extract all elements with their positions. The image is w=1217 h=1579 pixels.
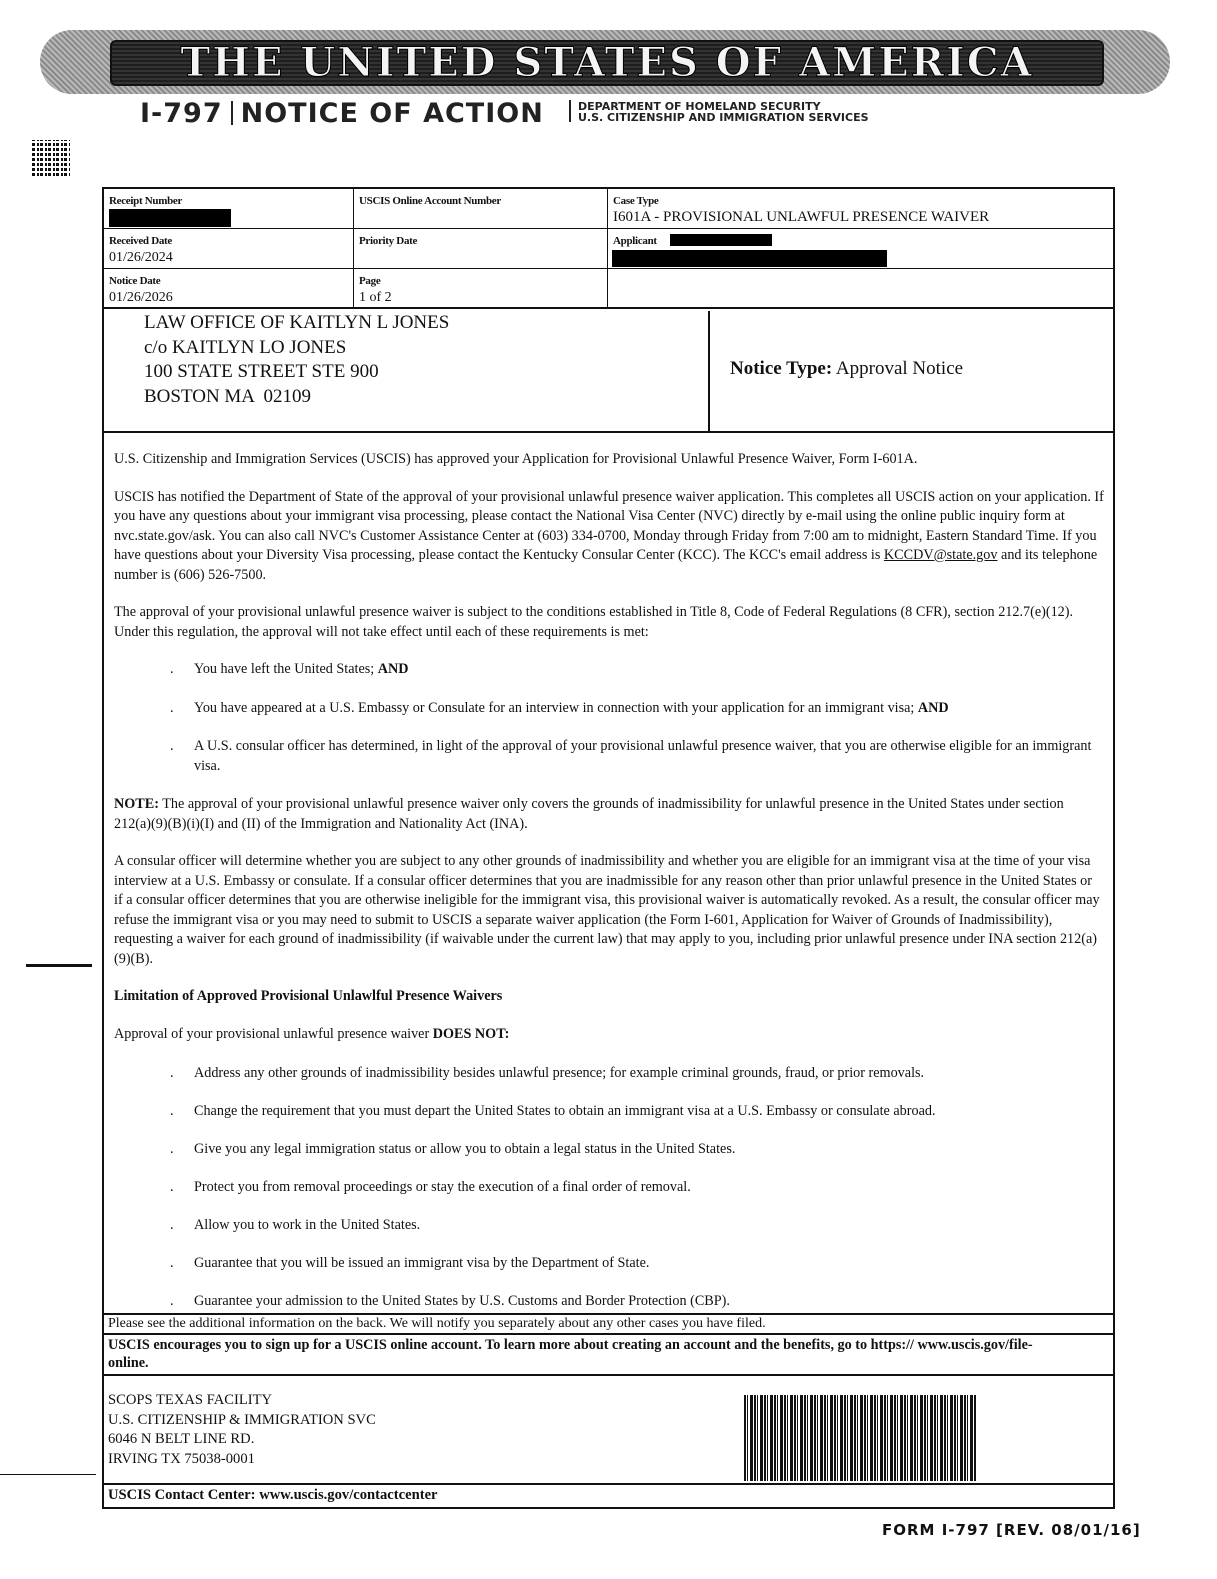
office-line-3: 6046 N BELT LINE RD. — [108, 1431, 255, 1447]
limit-item — [114, 1140, 1104, 1160]
margin-mark — [26, 964, 92, 967]
page-label: Page — [359, 275, 381, 287]
footer-rule — [104, 1333, 1113, 1335]
bullet-dot: . — [170, 1103, 174, 1119]
priority-date-label: Priority Date — [359, 235, 418, 247]
applicant-cell — [608, 229, 1113, 269]
case-type-value: I601A - PROVISIONAL UNLAWFUL PRESENCE WAIVER — [613, 209, 990, 225]
case-type-label: Case Type — [613, 195, 659, 207]
requirement-text: A U.S. consular officer has determined, in light of the approval of your provisional unlawful presence waiver, that you are otherwise eligible for an immigrant visa. — [194, 738, 1092, 774]
page-cell — [354, 269, 608, 309]
note-text: The approval of your provisional unlawful presence waiver only covers the grounds of inadmissibility for unlawful presence in the United States under section 212(a)(9)(B)(i)(I) and (II) of the Immigration and Nationality Act (INA). — [114, 796, 1064, 832]
dept-separator — [569, 100, 571, 122]
limitation-heading-text: Limitation of Approved Provisional Unlawlful Presence Waivers — [114, 988, 503, 1004]
address-line-1: LAW OFFICE OF KAITLYN L JONES — [144, 312, 450, 333]
receipt-number-cell — [104, 189, 354, 229]
bullet-dot: . — [170, 699, 174, 716]
address-line-4: BOSTON MA 02109 — [144, 385, 311, 407]
notice-body — [114, 450, 1104, 1330]
office-line-4: IRVING TX 75038-0001 — [108, 1450, 255, 1467]
redacted-receipt-number — [109, 209, 231, 227]
account-number-cell — [354, 189, 608, 229]
bullet-dot: . — [170, 1255, 174, 1271]
bullet-dot: . — [170, 738, 174, 754]
requirement-text: You have appeared at a U.S. Embassy or Consulate for an interview in connection with your application for an immigrant visa; — [194, 699, 918, 716]
paragraph-note — [114, 795, 1104, 834]
notice-type-label: Notice Type: — [730, 358, 833, 379]
note-label: NOTE: — [114, 796, 159, 812]
does-not-intro-text: Approval of your provisional unlawful presence waiver — [114, 1025, 433, 1042]
office-line-2: U.S. CITIZENSHIP & IMMIGRATION SVC — [108, 1411, 376, 1428]
department-block — [578, 101, 869, 123]
bullet-dot: . — [170, 1293, 174, 1309]
banner-title: THE UNITED STATES OF AMERICA — [180, 39, 1034, 86]
notice-date-cell — [104, 269, 354, 309]
banner-plate — [110, 40, 1104, 86]
redacted-applicant-id — [670, 234, 772, 246]
contact-center: USCIS Contact Center: www.uscis.gov/contactcenter — [108, 1487, 438, 1503]
requirement-item — [114, 737, 1104, 776]
form-name: NOTICE OF ACTION — [240, 98, 544, 129]
kcc-email-link[interactable]: KCCDV@state.gov — [883, 547, 998, 563]
paragraph-consular-officer: A consular officer will determine whether you are subject to any other grounds of inadmissibility and whether you are eligible for an immigrant visa at the time of your visa interview at a U.S. Embassy or consulate. If a consular officer determines that you are inadmissible for any reason other than prior unlawful presence in the United States or if a consular officer determines that you are otherwise ineligible for the immigrant visa, this provisional waiver is automatically revoked. As a result, the consular officer may refuse the immigrant visa or you may need to submit to USCIS a separate waiver application (the Form I-601, Application for Waiver of Grounds of Inadmissibility), requesting a waiver for each ground of inadmissibility (if waivable under the current law) that may apply to you, including prior unlawful presence under INA section 212(a)(9)(B). — [114, 853, 1100, 967]
does-not-intro — [114, 1025, 1104, 1045]
limit-item — [114, 1178, 1104, 1198]
limit-text: Guarantee that you will be issued an immigrant visa by the Department of State. — [194, 1255, 650, 1271]
paragraph-dos-text-end: and its telephone number is (606) 526-7500. — [114, 547, 1098, 583]
limit-item — [114, 1216, 1104, 1236]
notice-type-value: Approval Notice — [835, 358, 964, 379]
does-not-bold: DOES NOT: — [432, 1025, 510, 1042]
received-date-label: Received Date — [109, 235, 172, 247]
bullet-dot: . — [170, 1065, 174, 1081]
case-type-cell — [608, 189, 1113, 229]
margin-mark — [0, 1474, 96, 1475]
address-bottom-rule — [104, 431, 1113, 433]
service-center-address — [108, 1391, 376, 1469]
requirement-item — [114, 699, 1104, 719]
limit-text: Address any other grounds of inadmissibility besides unlawful presence; for example criminal grounds, fraud, or prior removals. — [194, 1065, 925, 1081]
page-value: 1 of 2 — [359, 290, 392, 305]
limit-text: Give you any legal immigration status or allow you to obtain a legal status in the United States. — [194, 1141, 736, 1157]
requirement-text: You have left the United States; — [194, 661, 378, 677]
priority-date-cell — [354, 229, 608, 269]
bullet-dot: . — [170, 1141, 174, 1157]
notice-date-label: Notice Date — [109, 275, 161, 287]
received-date-value: 01/26/2024 — [109, 250, 173, 265]
limit-item — [114, 1254, 1104, 1274]
footer-rule — [104, 1483, 1113, 1485]
applicant-label: Applicant — [613, 235, 657, 247]
address-divider — [708, 311, 710, 431]
account-number-label: USCIS Online Account Number — [359, 195, 501, 207]
mailing-address — [144, 311, 449, 409]
bullet-dot: . — [170, 1179, 174, 1195]
requirement-item — [114, 660, 1104, 680]
limit-item — [114, 1102, 1104, 1122]
empty-cell — [608, 269, 1113, 309]
bullet-dot: . — [170, 1217, 174, 1233]
footer-rule — [104, 1374, 1113, 1376]
limit-text: Guarantee your admission to the United States by U.S. Customs and Border Protection (CBP). — [194, 1293, 730, 1309]
bullet-dot: . — [170, 661, 174, 677]
paragraph-dos-notified — [114, 488, 1104, 586]
datamatrix-code — [32, 140, 70, 176]
department-line-2: U.S. CITIZENSHIP AND IMMIGRATION SERVICES — [578, 111, 869, 124]
footer-top-rule — [104, 1313, 1113, 1315]
requirement-and: AND — [377, 661, 409, 677]
notice-date-value: 01/26/2026 — [109, 290, 173, 305]
receipt-number-label: Receipt Number — [109, 195, 183, 207]
address-line-3: 100 STATE STREET STE 900 — [144, 361, 379, 382]
limit-item — [114, 1292, 1104, 1312]
paragraph-dos-text: USCIS has notified the Department of State of the approval of your provisional unlawful presence waiver application. This completes all USCIS action on your application. If you have any questions about your immigrant visa processing, please contact the National Visa Center (NVC) directly by e-mail using the online public inquiry form at nvc.state.gov/ask. You can also call NVC's Customer Assistance Center at (603) 334-0700, Monday through Friday from 7:00 am to midnight, Eastern Standard Time. If you have questions about your Diversity Visa processing, please contact the Kentucky Consular Center (KCC). The KCC's email address is — [114, 488, 1104, 563]
barcode — [744, 1395, 976, 1481]
limit-text: Change the requirement that you must depart the United States to obtain an immigrant visa at a U.S. Embassy or consulate abroad. — [194, 1103, 936, 1119]
address-line-2: c/o KAITLYN LO JONES — [144, 336, 347, 358]
department-line-1: DEPARTMENT OF HOMELAND SECURITY — [578, 100, 821, 113]
additional-info-note: Please see the additional information on the back. We will notify you separately about any other cases you have filed. — [108, 1316, 766, 1331]
paragraph-conditions: The approval of your provisional unlawful presence waiver is subject to the conditions established in Title 8, Code of Federal Regulations (8 CFR), section 212.7(e)(12). Under this regulation, the approval will not take effect until each of these requirements is met: — [114, 604, 1074, 640]
form-title — [140, 98, 544, 129]
received-date-cell — [104, 229, 354, 269]
requirement-and: AND — [917, 699, 949, 716]
form-revision: FORM I-797 [REV. 08/01/16] — [882, 1521, 1141, 1539]
online-account-note: USCIS encourages you to sign up for a USCIS online account. To learn more about creating an account and the benefits, go to https:// www.uscis.gov/file-online. — [108, 1337, 1033, 1371]
redacted-applicant-name — [612, 250, 887, 267]
notice-type — [730, 358, 963, 380]
limitation-heading — [114, 987, 1104, 1007]
paragraph-approval: U.S. Citizenship and Immigration Services (USCIS) has approved your Application for Provisional Unlawful Presence Waiver, Form I-601A. — [114, 451, 918, 467]
limit-text: Allow you to work in the United States. — [194, 1217, 421, 1233]
office-line-1: SCOPS TEXAS FACILITY — [108, 1392, 273, 1408]
form-number: I-797 — [140, 98, 223, 129]
banner-seal — [40, 30, 1170, 94]
title-separator — [231, 101, 233, 125]
limit-item — [114, 1064, 1104, 1084]
limit-text: Protect you from removal proceedings or stay the execution of a final order of removal. — [194, 1179, 691, 1195]
